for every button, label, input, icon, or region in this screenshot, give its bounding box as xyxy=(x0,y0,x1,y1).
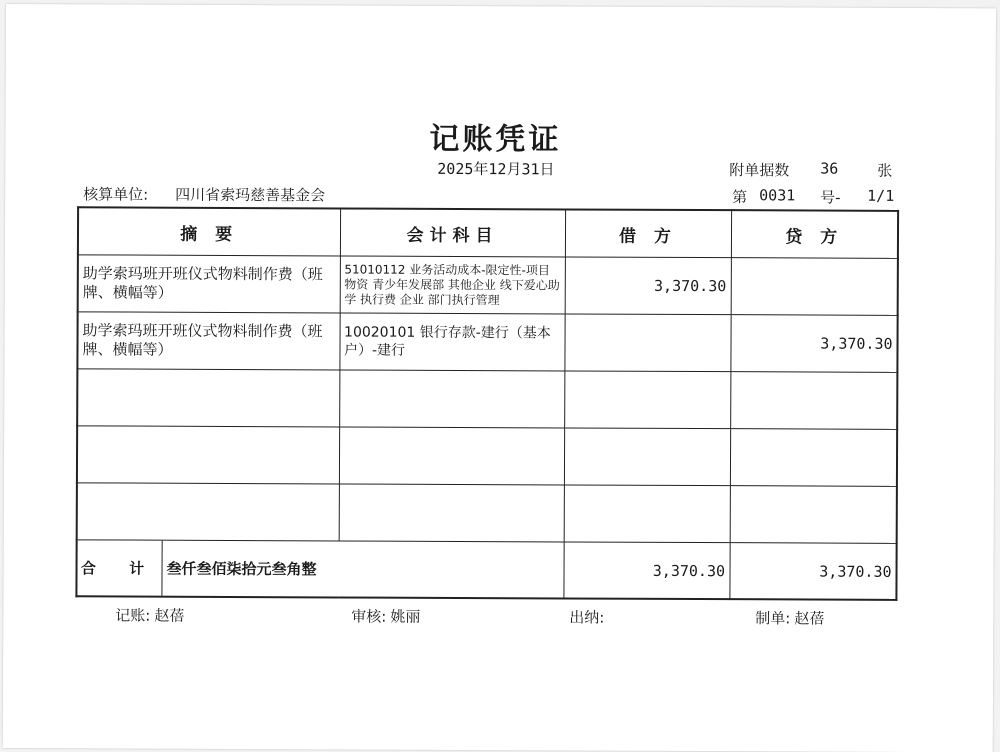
row-debit: 3,370.30 xyxy=(565,257,731,315)
table-row xyxy=(77,369,897,430)
header-credit: 贷 方 xyxy=(731,210,898,258)
bookkeeper-signature xyxy=(115,604,184,625)
reviewer-signature xyxy=(351,606,420,627)
voucher-date: 2025年12月31日 xyxy=(437,158,554,180)
preparer-name: 赵蓓 xyxy=(794,609,824,627)
row-summary xyxy=(77,483,339,541)
voucher-paper xyxy=(3,4,996,752)
voucher-table xyxy=(75,206,899,601)
total-row xyxy=(76,540,896,600)
row-account xyxy=(339,484,564,542)
row-credit xyxy=(731,258,898,316)
row-credit xyxy=(730,372,897,430)
table-row xyxy=(77,426,897,487)
row-credit xyxy=(730,429,897,487)
preparer-label: 制单: xyxy=(755,609,790,627)
row-summary: 助学索玛班开班仪式物料制作费（班牌、横幅等） xyxy=(78,255,340,313)
reviewer-label: 审核: xyxy=(351,608,386,626)
row-summary xyxy=(77,369,339,427)
table-row xyxy=(77,483,897,544)
cashier-label: 出纳: xyxy=(569,608,604,626)
table-row xyxy=(77,312,897,373)
row-account xyxy=(339,427,564,485)
voucher-number-suffix: 号- xyxy=(820,187,841,208)
total-amount-words: 叁仟叁佰柒拾元叁角整 xyxy=(162,541,316,597)
preparer-signature xyxy=(755,607,824,628)
header-summary: 摘 要 xyxy=(78,207,340,256)
total-credit: 3,370.30 xyxy=(729,543,896,600)
row-credit: 3,370.30 xyxy=(730,315,897,373)
voucher-page: 1/1 xyxy=(867,187,894,205)
attachments-unit: 张 xyxy=(877,160,892,181)
attachments-label: 附单据数 xyxy=(729,159,789,180)
row-account: 51010112 业务活动成本-限定性-项目物资 青少年发展部 其他企业 线下爱心助学 执行费 企业 部门执行管理 xyxy=(340,256,565,314)
header-debit: 借 方 xyxy=(565,209,731,257)
table-header-row xyxy=(78,207,898,258)
row-account: 10020101 银行存款-建行（基本户）-建行 xyxy=(339,313,564,371)
voucher-number: 0031 xyxy=(759,186,795,204)
header-account: 会计科目 xyxy=(340,208,565,256)
row-credit xyxy=(730,486,897,544)
total-left-cell xyxy=(76,540,563,599)
row-debit xyxy=(564,485,730,543)
table-row xyxy=(78,255,898,316)
row-debit xyxy=(564,428,730,486)
cashier-signature xyxy=(569,606,608,627)
voucher-number-label: 第 xyxy=(732,186,747,207)
row-account xyxy=(339,370,564,428)
accounting-unit-label: 核算单位: xyxy=(83,183,148,204)
total-label: 合 计 xyxy=(77,540,162,595)
accounting-unit-value: 四川省索玛慈善基金会 xyxy=(175,184,325,206)
row-debit xyxy=(564,371,730,429)
row-summary xyxy=(77,426,339,484)
row-summary: 助学索玛班开班仪式物料制作费（班牌、横幅等） xyxy=(77,312,339,370)
bookkeeper-label: 记账: xyxy=(115,606,150,624)
attachments-count: 36 xyxy=(820,160,838,178)
total-debit: 3,370.30 xyxy=(563,542,729,599)
row-debit xyxy=(564,314,730,372)
voucher-title: 记账凭证 xyxy=(5,112,985,160)
bookkeeper-name: 赵蓓 xyxy=(154,607,184,625)
reviewer-name: 姚丽 xyxy=(390,608,420,626)
